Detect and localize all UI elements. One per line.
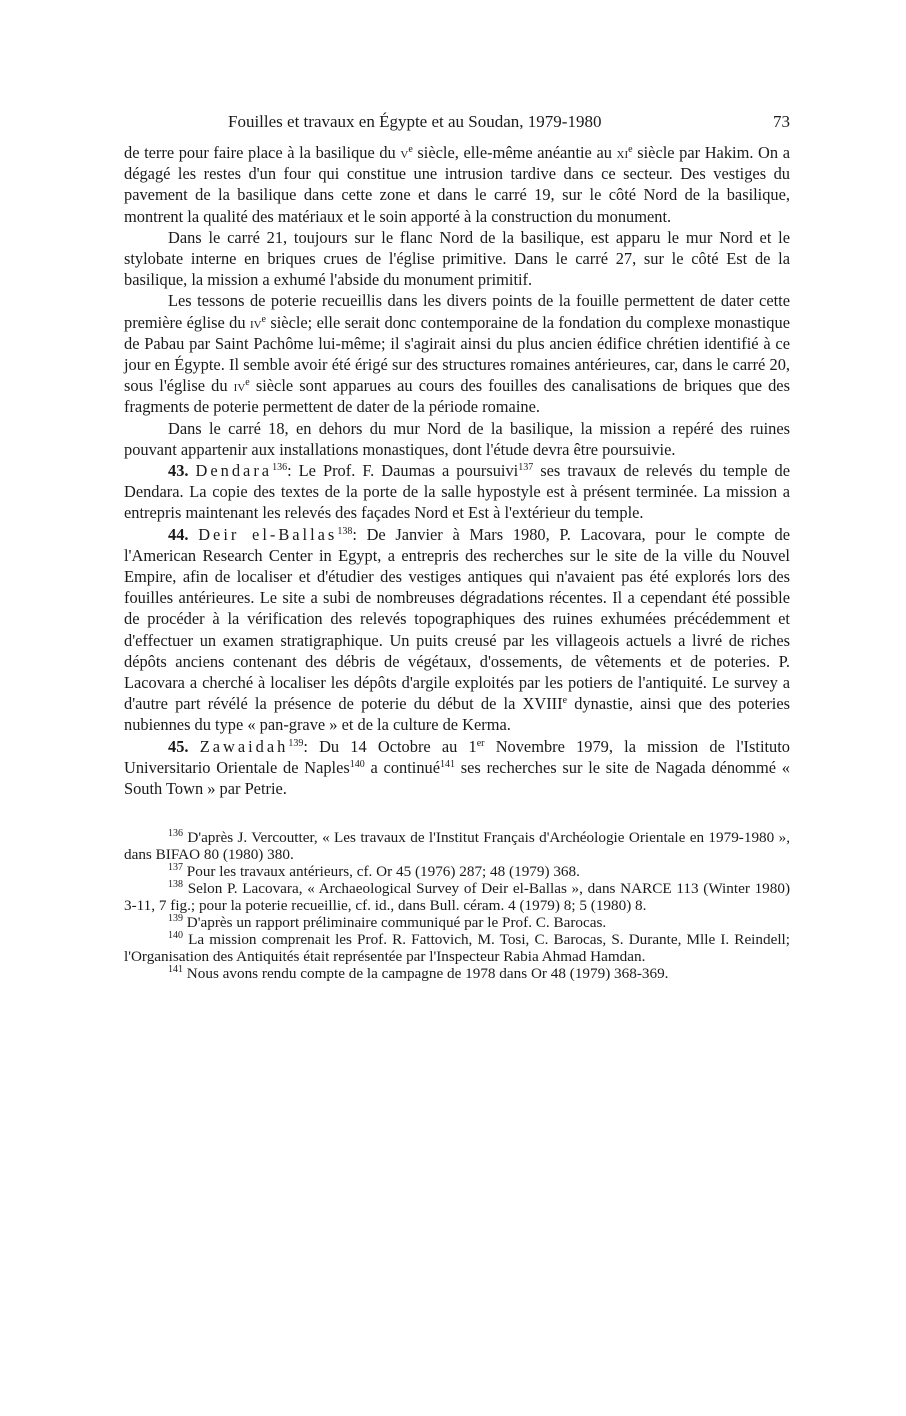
footnote-138: $^{138}$ Selon P. Lacovara, « Archaeological Survey of Deir el-Ballas », dans NARCE 113 (Winter 1980) 3-11, 7 fig.; pour la poterie recueillie, cf. id., dans Bull. céram. 4 (1979) 8; 5 (1980) 8. [124, 879, 791, 915]
main-text [124, 142, 790, 799]
footnote-ref-139: 139 [288, 737, 304, 749]
footnote-ref-140: 140 [349, 758, 365, 770]
site-name-deir-el-ballas: Deir el-Ballas [198, 524, 338, 544]
footnote-ref-141: 141 [440, 758, 455, 770]
paragraph-2: Dans le carré 21, toujours sur le flanc Nord de la basilique, est apparu le mur Nord et le stylobate interne en briques crues de l'église primitive. Dans le carré 27, sur le côté Est de la basilique, la mission a exhumé l'abside du monument primitif. [124, 227, 790, 290]
section-45: 45. Zawaidah$^{139}$: Du 14 Octobre au 1er Novembre 1979, la mission de l'Istituto Universitario Orientale de Naples$^{140}$ a continué$^{141}$ ses recherches sur le site de Nagada dénommé « South Town » par Petrie. [124, 736, 790, 799]
footnote-136: $^{136}$ D'après J. Vercoutter, « Les travaux de l'Institut Français d'Archéologie Orientale en 1979-1980 », dans BIFAO 80 (1980) 380. [124, 828, 790, 864]
page-number: 73 [773, 112, 790, 131]
running-header [124, 112, 790, 142]
site-name-zawaidah: Zawaidah [199, 736, 289, 756]
paragraph-3: Les tessons de poterie recueillis dans les divers points de la fouille permettent de dater cette première église du $iv^e$ siècle; elle serait donc contemporaine de la fondation du complexe monastique de Pabau par Saint Pachôme lui-même; il s'agirait ainsi du plus ancien édifice chrétien identifié à ce jour en Égypte. Il semble avoir été érigé sur des structures romaines antérieures, car, dans le carré 20, sous l'église du $iv^e$ siècle sont apparues au cours des fouilles des canalisations de briques que des fragments de poterie permettent de dater de la période romaine. [124, 291, 790, 417]
site-name-dendara: Dendara [195, 461, 273, 481]
footnotes [124, 829, 790, 982]
page [124, 112, 790, 982]
footnote-137: $^{137}$ Pour les travaux antérieurs, cf. Or 45 (1976) 287; 48 (1979) 368. [168, 862, 580, 881]
paragraph-4: Dans le carré 18, en dehors du mur Nord de la basilique, la mission a repéré des ruines pouvant appartenir aux installations monastiques, dont l'étude devra être poursuivie. [124, 418, 790, 459]
footnote-139: $^{139}$ D'après un rapport préliminaire communiqué par le Prof. C. Barocas. [168, 913, 607, 932]
footnote-140: $^{140}$ La mission comprenait les Prof. R. Fattovich, M. Tosi, C. Barocas, S. Durante, Mlle I. Reindell; l'Organisation des Antiquités était représentée par l'Inspecteur Rabia Ahmad Hamdan. [124, 930, 790, 966]
paragraph-1: de terre pour faire place à la basilique du $v^e$ siècle, elle-même anéantie au $xi^e$ siècle par Hakim. On a dégagé les restes d'un four qui constitue une intrusion tardive dans ce secteur. Des vestiges du pavement de la basilique dans cette zone et dans le carré 19, sur le côté Nord de la basilique, montrent la qualité des matériaux et le soin apporté à la construction du monument. [124, 143, 790, 226]
footnote-ref-136: 136 [272, 462, 288, 474]
section-44: 44. Deir el-Ballas$^{138}$: De Janvier à Mars 1980, P. Lacovara, pour le compte de l'American Research Center in Egypt, a entrepris des recherches sur le site de la ville du Nouvel Empire, afin de localiser et d'étudier des vestiges antiques qui n'avaient pas été explorés lors des fouilles antérieures. Le site a subi de nombreuses dégradations récentes. Il a cependant été possible de procéder à la vérification des relevés topographiques des ruines exhumées précédemment et d'effectuer un examen stratigraphique. Un puits creusé par les villageois actuels a livré de riches dépôts anciens contenant des débris de végétaux, d'ossements, de vêtements et de poteries. P. Lacovara a cherché à localiser les dépôts d'argile exploités par les potiers de l'antiquité. Le survey a d'autre part révélé la présence de poterie du début de la XVIIIe dynastie, ainsi que des poteries nubiennes du type « pan-grave » et de la culture de Kerma. [124, 524, 790, 735]
footnote-ref-138: 138 [337, 525, 353, 537]
footnote-ref-137: 137 [518, 462, 534, 474]
footnote-141: $^{141}$ Nous avons rendu compte de la campagne de 1978 dans Or 48 (1979) 368-369. [168, 964, 669, 983]
section-43: 43. Dendara$^{136}$: Le Prof. F. Daumas a poursuivi$^{137}$ ses travaux de relevés du temple de Dendara. La copie des textes de la porte de la salle hypostyle est à présent terminée. La mission a entrepris maintenant les relevés des façades Nord et Est à l'extérieur du temple. [124, 461, 790, 523]
running-title: Fouilles et travaux en Égypte et au Soudan, 1979-1980 [228, 112, 602, 131]
